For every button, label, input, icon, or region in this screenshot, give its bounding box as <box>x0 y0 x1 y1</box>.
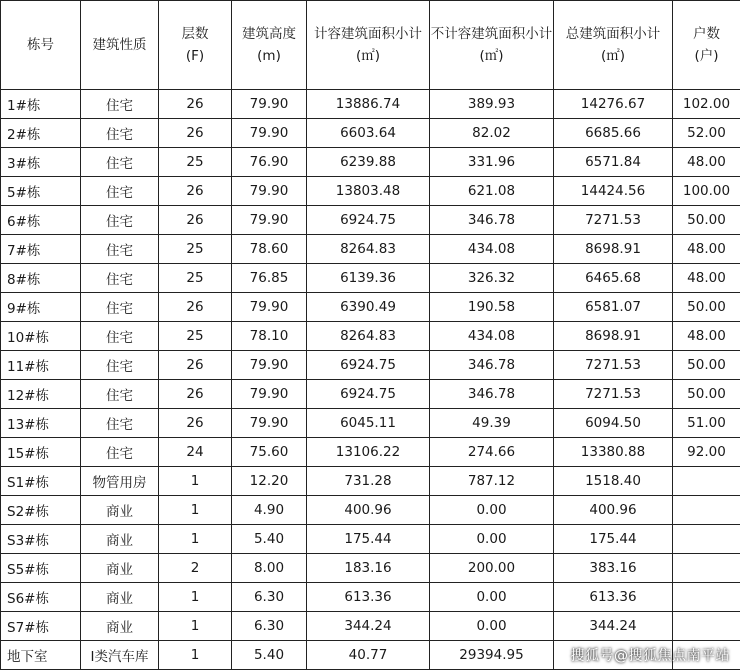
table-cell <box>673 554 740 583</box>
table-cell: 6581.07 <box>554 293 673 322</box>
table-cell: 住宅 <box>81 351 159 380</box>
table-cell: 48.00 <box>673 264 740 293</box>
table-cell: 434.08 <box>430 235 554 264</box>
table-cell: 175.44 <box>307 525 430 554</box>
table-cell: 1518.40 <box>554 467 673 496</box>
table-cell: 731.28 <box>307 467 430 496</box>
table-cell: 400.96 <box>307 496 430 525</box>
table-cell: 82.02 <box>430 119 554 148</box>
table-cell: 50.00 <box>673 380 740 409</box>
column-header-line: (m) <box>257 48 281 64</box>
table-cell: 8#栋 <box>1 264 81 293</box>
table-cell: 0.00 <box>430 496 554 525</box>
table-cell: 7271.53 <box>554 351 673 380</box>
table-cell: 92.00 <box>673 438 740 467</box>
table-cell: 79.90 <box>232 119 307 148</box>
table-cell: 0.00 <box>430 525 554 554</box>
table-cell: 8264.83 <box>307 322 430 351</box>
table-cell: 6094.50 <box>554 409 673 438</box>
table-cell: 14424.56 <box>554 177 673 206</box>
table-cell: 7271.53 <box>554 206 673 235</box>
table-cell: 175.44 <box>554 525 673 554</box>
table-cell: 15#栋 <box>1 438 81 467</box>
table-cell: 8698.91 <box>554 322 673 351</box>
table-cell: 住宅 <box>81 177 159 206</box>
table-cell: 26 <box>159 206 232 235</box>
column-header-line: (㎡) <box>355 48 381 64</box>
table-cell: 13886.74 <box>307 90 430 119</box>
table-cell: 2 <box>159 554 232 583</box>
table-cell: 78.10 <box>232 322 307 351</box>
table-cell: 26 <box>159 90 232 119</box>
table-cell: 12.20 <box>232 467 307 496</box>
table-cell: 商业 <box>81 554 159 583</box>
table-cell <box>673 612 740 641</box>
table-cell: 13803.48 <box>307 177 430 206</box>
table-cell: 52.00 <box>673 119 740 148</box>
table-cell: 26 <box>159 380 232 409</box>
table-cell: 3#栋 <box>1 148 81 177</box>
table-cell: 344.24 <box>307 612 430 641</box>
table-cell: 7271.53 <box>554 380 673 409</box>
table-cell: 25 <box>159 322 232 351</box>
table-cell: 102.00 <box>673 90 740 119</box>
table-cell: S1#栋 <box>1 467 81 496</box>
table-cell: 2#栋 <box>1 119 81 148</box>
table-cell <box>673 496 740 525</box>
table-cell: 5.40 <box>232 525 307 554</box>
table-cell: 79.90 <box>232 409 307 438</box>
table-row <box>1 554 740 583</box>
table-cell: 434.08 <box>430 322 554 351</box>
table-cell: 190.58 <box>430 293 554 322</box>
table-cell: 6685.66 <box>554 119 673 148</box>
table-cell: S6#栋 <box>1 583 81 612</box>
table-cell: 10#栋 <box>1 322 81 351</box>
table-cell: 26 <box>159 119 232 148</box>
table-cell: 8.00 <box>232 554 307 583</box>
table-cell: 商业 <box>81 612 159 641</box>
table-row <box>1 525 740 554</box>
table-cell: 613.36 <box>307 583 430 612</box>
table-row <box>1 438 740 467</box>
column-header <box>307 1 430 90</box>
table-cell: 383.16 <box>554 554 673 583</box>
table-cell: 50.00 <box>673 293 740 322</box>
table-cell: 183.16 <box>307 554 430 583</box>
table-cell: 6#栋 <box>1 206 81 235</box>
table-cell: 6.30 <box>232 583 307 612</box>
table-cell: 50.00 <box>673 206 740 235</box>
table-cell: 49.39 <box>430 409 554 438</box>
column-header <box>232 1 307 90</box>
table-cell: 29394.95 <box>430 641 554 670</box>
table-cell: 6390.49 <box>307 293 430 322</box>
table-cell: 5#栋 <box>1 177 81 206</box>
table-cell <box>673 525 740 554</box>
table-cell: 79.90 <box>232 90 307 119</box>
table-cell: 11#栋 <box>1 351 81 380</box>
table-cell: 79.90 <box>232 380 307 409</box>
table-cell: 26 <box>159 351 232 380</box>
table-cell: 1 <box>159 583 232 612</box>
table-row <box>1 409 740 438</box>
column-header-line: 不计容建筑面积小计 <box>430 26 553 42</box>
table-header-row <box>1 1 740 90</box>
table-row <box>1 322 740 351</box>
table-cell: 48.00 <box>673 322 740 351</box>
table-cell: 8264.83 <box>307 235 430 264</box>
table-row <box>1 467 740 496</box>
table-cell: 613.36 <box>554 583 673 612</box>
table-cell: 住宅 <box>81 322 159 351</box>
table-cell: 住宅 <box>81 119 159 148</box>
table-cell: 6045.11 <box>307 409 430 438</box>
table-cell: 14276.67 <box>554 90 673 119</box>
table-cell: S5#栋 <box>1 554 81 583</box>
table-row <box>1 583 740 612</box>
table-cell: 389.93 <box>430 90 554 119</box>
table-row <box>1 380 740 409</box>
table-cell: 住宅 <box>81 148 159 177</box>
table-cell <box>673 583 740 612</box>
table-row <box>1 119 740 148</box>
table-cell: S3#栋 <box>1 525 81 554</box>
table-cell: 79.90 <box>232 206 307 235</box>
table-cell: 1#栋 <box>1 90 81 119</box>
table-cell: 住宅 <box>81 235 159 264</box>
table-cell: S2#栋 <box>1 496 81 525</box>
column-header <box>81 1 159 90</box>
table-cell: 0.00 <box>430 583 554 612</box>
table-cell: 344.24 <box>554 612 673 641</box>
table-row <box>1 351 740 380</box>
table-cell: 5.40 <box>232 641 307 670</box>
table-cell: 9#栋 <box>1 293 81 322</box>
column-header-line: 栋号 <box>27 37 54 53</box>
table-cell: 商业 <box>81 583 159 612</box>
table-cell: 1 <box>159 641 232 670</box>
table-cell: 25 <box>159 148 232 177</box>
table-cell: 地下室 <box>1 641 81 670</box>
table-cell: 76.85 <box>232 264 307 293</box>
table-cell: 6.30 <box>232 612 307 641</box>
table-cell: 79.90 <box>232 177 307 206</box>
table-cell: 1 <box>159 612 232 641</box>
table-cell: 商业 <box>81 496 159 525</box>
table-cell: 6924.75 <box>307 351 430 380</box>
table-cell: 物管用房 <box>81 467 159 496</box>
table-cell: 621.08 <box>430 177 554 206</box>
table-cell: 4.90 <box>232 496 307 525</box>
table-cell: 40.77 <box>307 641 430 670</box>
table-row <box>1 148 740 177</box>
table-cell <box>673 467 740 496</box>
table-cell: 200.00 <box>430 554 554 583</box>
table-row <box>1 293 740 322</box>
table-cell: 1 <box>159 496 232 525</box>
table-cell: 8698.91 <box>554 235 673 264</box>
table-cell: 75.60 <box>232 438 307 467</box>
column-header-line: 总建筑面积小计 <box>565 26 661 42</box>
table-cell: 331.96 <box>430 148 554 177</box>
table-cell: 100.00 <box>673 177 740 206</box>
column-header <box>159 1 232 90</box>
table-cell: 400.96 <box>554 496 673 525</box>
table-cell: 住宅 <box>81 293 159 322</box>
column-header <box>1 1 81 90</box>
table-cell: 6139.36 <box>307 264 430 293</box>
table-cell: 79.90 <box>232 351 307 380</box>
table-cell: 住宅 <box>81 206 159 235</box>
table-cell: 346.78 <box>430 380 554 409</box>
table-cell: 6924.75 <box>307 206 430 235</box>
table-cell: 1 <box>159 525 232 554</box>
column-header-line: (户) <box>694 48 719 64</box>
table-cell: 13#栋 <box>1 409 81 438</box>
column-header-line: (㎡) <box>600 48 626 64</box>
table-cell: 6571.84 <box>554 148 673 177</box>
table-cell: 12#栋 <box>1 380 81 409</box>
column-header-line: 户数 <box>693 26 720 42</box>
table-cell: 326.32 <box>430 264 554 293</box>
table-cell: 48.00 <box>673 148 740 177</box>
table-cell: 住宅 <box>81 409 159 438</box>
watermark: 搜狐号@搜狐焦点南平站 <box>570 648 730 664</box>
table-cell: 商业 <box>81 525 159 554</box>
table-body <box>1 90 740 670</box>
column-header <box>673 1 740 90</box>
table-row <box>1 90 740 119</box>
table-cell: 24 <box>159 438 232 467</box>
table-cell: 26 <box>159 409 232 438</box>
table-row <box>1 177 740 206</box>
table-row <box>1 206 740 235</box>
table-cell: Ⅰ类汽车库 <box>81 641 159 670</box>
table-cell: 6239.88 <box>307 148 430 177</box>
table-cell: 7#栋 <box>1 235 81 264</box>
table-cell: 26 <box>159 293 232 322</box>
table-cell: 住宅 <box>81 90 159 119</box>
table-cell: 6924.75 <box>307 380 430 409</box>
table-cell: 住宅 <box>81 264 159 293</box>
table-cell: 787.12 <box>430 467 554 496</box>
table-cell: 50.00 <box>673 351 740 380</box>
table-cell: 26 <box>159 177 232 206</box>
table-cell: 13380.88 <box>554 438 673 467</box>
table-cell: 住宅 <box>81 380 159 409</box>
column-header-line: (F) <box>185 48 205 64</box>
table-row <box>1 264 740 293</box>
column-header-line: 建筑性质 <box>92 37 147 53</box>
column-header-line: 建筑高度 <box>242 26 296 42</box>
table-cell: 1 <box>159 467 232 496</box>
table-row <box>1 496 740 525</box>
table-cell: 346.78 <box>430 351 554 380</box>
table-cell: 住宅 <box>81 438 159 467</box>
column-header-line: (㎡) <box>479 48 504 64</box>
column-header-line: 计容建筑面积小计 <box>314 26 422 42</box>
column-header <box>554 1 673 90</box>
table-cell: 346.78 <box>430 206 554 235</box>
table-cell: 76.90 <box>232 148 307 177</box>
column-header-line: 层数 <box>181 26 209 42</box>
table-cell: 48.00 <box>673 235 740 264</box>
table-cell: 79.90 <box>232 293 307 322</box>
table-cell: 6603.64 <box>307 119 430 148</box>
table-row <box>1 235 740 264</box>
table-cell: 25 <box>159 235 232 264</box>
table-row <box>1 612 740 641</box>
table-cell: 6465.68 <box>554 264 673 293</box>
table-cell: 78.60 <box>232 235 307 264</box>
table-cell: S7#栋 <box>1 612 81 641</box>
table-cell: 51.00 <box>673 409 740 438</box>
table-cell: 274.66 <box>430 438 554 467</box>
table-cell: 13106.22 <box>307 438 430 467</box>
table-cell: 0.00 <box>430 612 554 641</box>
table-cell: 25 <box>159 264 232 293</box>
column-header <box>430 1 554 90</box>
